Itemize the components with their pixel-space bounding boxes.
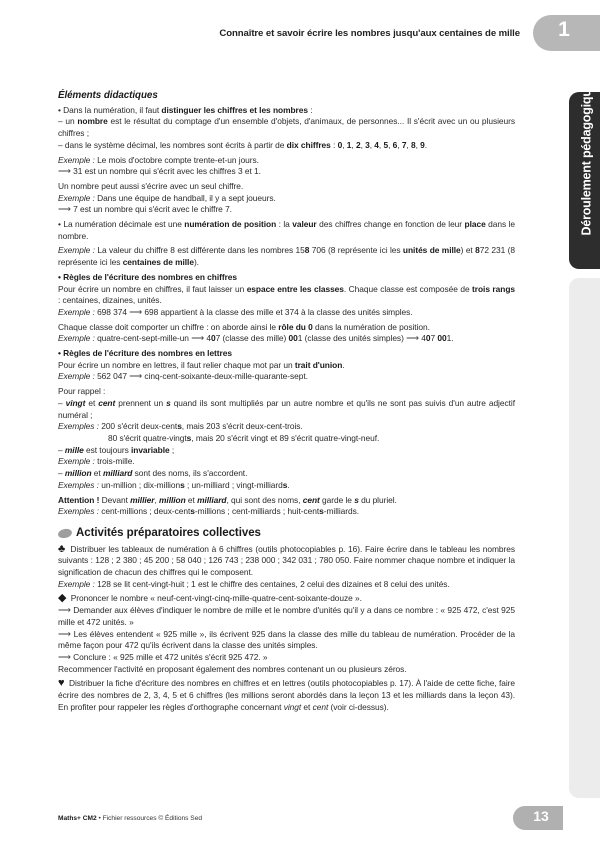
arrow-icon: ⟶ bbox=[58, 651, 71, 662]
activity-diamond-recommencer: Recommencer l'activité en proposant également des nombres contenant un ou plusieurs zéros. bbox=[58, 663, 407, 674]
digit: 7 bbox=[401, 139, 407, 150]
example-698374: Exemple : 698 374 ⟶ 698 appartient à la classe des mille et 374 à la classe des unités simples. bbox=[58, 306, 413, 317]
page-content bbox=[58, 90, 515, 716]
paragraph-mille-invariable: – mille est toujours invariable ; bbox=[58, 444, 175, 455]
paragraph-chiffres-nombres: • Dans la numération, il faut distinguer les chiffres et les nombres : bbox=[58, 104, 313, 115]
paragraph-attention: Attention ! Devant millier, million et milliard, qui sont des noms, cent garde le s du pluriel. bbox=[58, 494, 397, 505]
paragraph-million-milliard: – million et milliard sont des noms, ils s'accordent. bbox=[58, 468, 248, 479]
activity-club-example: Exemple : 128 se lit cent-vingt-huit ; 1 est le chiffre des centaines, 2 celui des dizaines et 8 celui des unités. bbox=[58, 578, 450, 589]
example-407001: Exemple : quatre-cent-sept-mille-un ⟶ 407 (classe des mille) 001 (classe des unités simples) ⟶ 407 001. bbox=[58, 333, 454, 344]
heart-icon: ♥ bbox=[58, 677, 65, 690]
diamond-icon: ◆ bbox=[58, 592, 67, 605]
digit: 1 bbox=[346, 139, 352, 150]
example-trois-mille: Exemple : trois-mille. bbox=[58, 456, 135, 467]
chapter-number: 1 bbox=[558, 18, 570, 41]
arrow-icon: ⟶ bbox=[58, 605, 71, 616]
paragraph-espace-classes: Pour écrire un nombre en chiffres, il faut laisser un espace entre les classes. Chaque classe est composée de trois rangs : centaines, dizaines, unités. bbox=[58, 283, 515, 306]
digit: 0 bbox=[337, 139, 343, 150]
arrow-icon: ⟶ bbox=[129, 371, 143, 382]
arrow-icon: ⟶ bbox=[129, 306, 143, 317]
example-cent-millions: Exemples : cent-millions ; deux-cents-millions ; cent-milliards ; huit-cents-milliards. bbox=[58, 506, 360, 517]
digit: 9 bbox=[420, 139, 425, 150]
activity-club: ♣ Distribuer les tableaux de numération à 6 chiffres (outils photocopiables p. 16). Faire écrire dans le tableau les nombres suivants : 128 ; 2 380 ; 45 200 ; 58 040 ; 126 743 ; 238 000 ; 342 031 ; 780 050. Faire nommer chaque nombre et indiquer la signification de chacun des chiffres qui le composent. bbox=[58, 542, 515, 578]
footer-credits: Maths+ CM2 • Fichier ressources © Éditions Sed bbox=[58, 815, 203, 822]
paragraph-pour-rappel: Pour rappel : bbox=[58, 386, 106, 397]
page-header-title: Connaître et savoir écrire les nombres jusqu'aux centaines de mille bbox=[219, 28, 520, 39]
section-title-elements-didactiques: Éléments didactiques bbox=[58, 90, 158, 101]
paragraph-nombre-definition: – un nombre est le résultat du comptage d'un ensemble d'objets, d'animaux, de personnes... Il s'écrit avec un ou plusieurs chiffres ; bbox=[58, 116, 515, 139]
side-tab-inactive bbox=[569, 278, 600, 798]
paragraph-numeration-position: • La numération décimale est une numération de position : la valeur des chiffres change en fonction de leur place dans le nombre. bbox=[58, 219, 516, 241]
activity-diamond-step2: ⟶ Les élèves entendent « 925 mille », ils écrivent 925 dans la classe des mille du tableau de numération. Procéder de la même façon pour 472 qu'ils écrivent dans la classe des unités simples. bbox=[58, 628, 515, 651]
page-number: 13 bbox=[533, 808, 549, 824]
activity-heart: ♥ Distribuer la fiche d'écriture des nombres en chiffres et en lettres (outils photocopiables p. 17). À l'aide de cette fiche, faire écrire des nombres de 2, 3, 4, 5 et 6 chiffres (les millions seront abordés dans la leçon 13 et les milliards dans la leçon 43). En profiter pour rappeler les règles d'orthographe concernant vingt et cent (voir ci-dessus). bbox=[58, 677, 516, 712]
digit: 3 bbox=[365, 139, 370, 150]
digit: 6 bbox=[392, 139, 398, 150]
arrow-icon: ⟶ bbox=[406, 333, 419, 344]
activity-diamond-step1: ⟶ Demander aux élèves d'indiquer le nombre de mille et le nombre d'unités qu'il y a dans ce nombre : « 925 472, c'est 925 mille et 472 unités. » bbox=[58, 605, 515, 627]
example-562047: Exemple : 562 047 ⟶ cinq-cent-soixante-deux-mille-quarante-sept. bbox=[58, 371, 308, 382]
arrow-icon: ⟶ bbox=[58, 166, 71, 177]
example-millions: Exemples : un-million ; dix-millions ; un-milliard ; vingt-milliards. bbox=[58, 479, 290, 490]
example-octobre-result: ⟶ 31 est un nombre qui s'écrit avec les chiffres 3 et 1. bbox=[58, 166, 261, 177]
paragraph-role-zero: Chaque classe doit comporter un chiffre : on aborde ainsi le rôle du 0 dans la numération de position. bbox=[58, 321, 430, 332]
digit: 5 bbox=[383, 139, 389, 150]
example-handball-result: ⟶ 7 est un nombre qui s'écrit avec le chiffre 7. bbox=[58, 204, 232, 215]
section-title-activites: Activités préparatoires collectives bbox=[58, 528, 515, 540]
side-tab-label: Déroulement pédagogique bbox=[579, 82, 594, 236]
activity-diamond: ◆ Prononcer le nombre « neuf-cent-vingt-cinq-mille-quatre-cent-soixante-douze ». bbox=[58, 592, 362, 605]
paragraph-vingt-cent: – vingt et cent prennent un s quand ils sont multipliés par un autre nombre et qu'ils ne sont pas suivis d'un autre adjectif numéral ; bbox=[58, 397, 515, 420]
example-octobre: Exemple : Le mois d'octobre compte trente-et-un jours. bbox=[58, 154, 259, 165]
digit: 2 bbox=[355, 139, 361, 150]
example-quatre-vingts: 80 s'écrit quatre-vingts, mais 20 s'écrit vingt et 89 s'écrit quatre-vingt-neuf. bbox=[108, 432, 380, 443]
example-deux-cents: Exemples : 200 s'écrit deux-cents, mais 203 s'écrit deux-cent-trois. bbox=[58, 421, 303, 432]
paragraph-dix-chiffres: – dans le système décimal, les nombres sont écrits à partir de dix chiffres : 0, 1, 2, 3, 4, 5, 6, 7, 8, 9. bbox=[58, 139, 428, 150]
club-icon: ♣ bbox=[58, 542, 66, 555]
activity-diamond-step3: ⟶ Conclure : « 925 mille et 472 unités s'écrit 925 472. » bbox=[58, 651, 268, 662]
subheading-regles-chiffres: • Règles de l'écriture des nombres en chiffres bbox=[58, 271, 238, 282]
digit: 8 bbox=[410, 139, 416, 150]
example-handball: Exemple : Dans une équipe de handball, il y a sept joueurs. bbox=[58, 192, 276, 203]
arrow-icon: ⟶ bbox=[191, 333, 205, 344]
digit: 4 bbox=[374, 139, 379, 150]
paragraph-trait-union: Pour écrire un nombre en lettres, il faut relier chaque mot par un trait d'union. bbox=[58, 359, 345, 370]
arrow-icon: ⟶ bbox=[58, 204, 71, 215]
example-valeur-chiffre: Exemple : La valeur du chiffre 8 est différente dans les nombres 158 706 (8 représente ici les unités de mille) et 872 231 (8 représente ici les centaines de mille). bbox=[58, 245, 515, 268]
arrow-icon: ⟶ bbox=[58, 628, 71, 639]
paragraph-seul-chiffre: Un nombre peut aussi s'écrire avec un seul chiffre. bbox=[58, 180, 244, 191]
speech-bubble-icon bbox=[57, 528, 73, 540]
subheading-regles-lettres: • Règles de l'écriture des nombres en lettres bbox=[58, 348, 232, 359]
